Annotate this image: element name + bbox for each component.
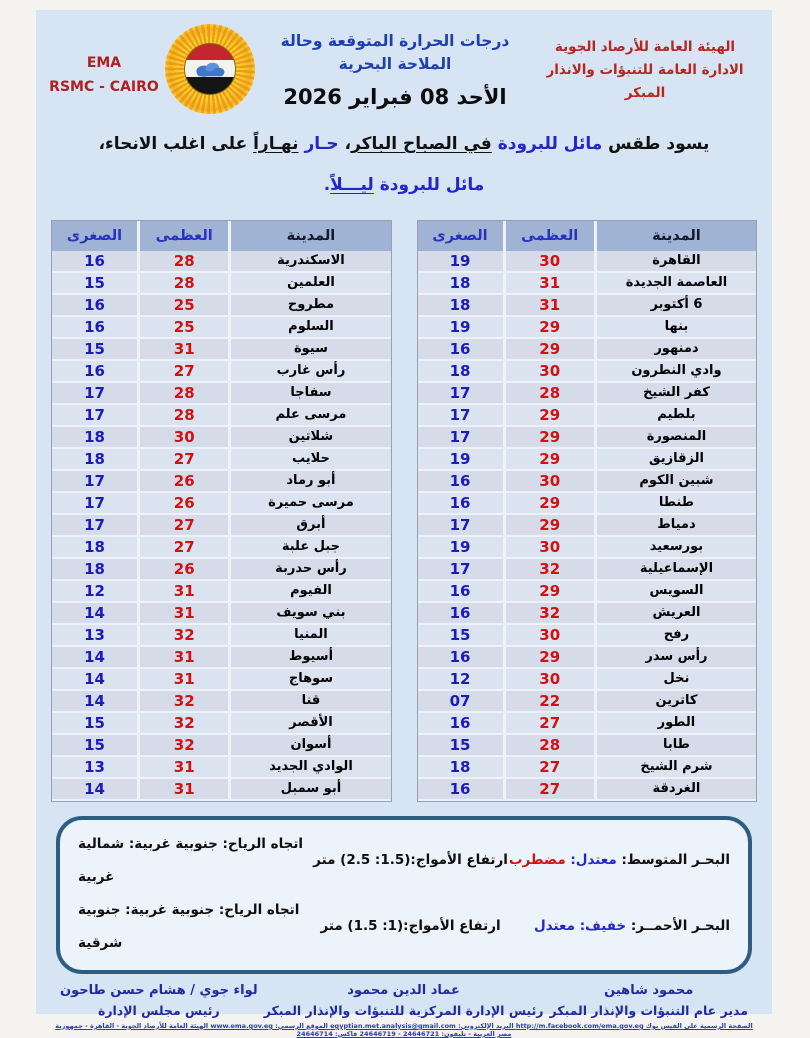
table-row — [52, 449, 391, 471]
min-temp-cell: 18 — [52, 449, 140, 471]
max-temp-cell: 31 — [140, 647, 231, 669]
city-cell: الأقصر — [231, 713, 390, 735]
max-temp-cell: 22 — [506, 691, 597, 713]
min-temp-cell: 15 — [52, 735, 140, 757]
weather-summary — [36, 124, 772, 206]
city-cell: الوادي الجديد — [231, 757, 390, 779]
signature-right — [550, 983, 748, 1018]
column-header-max: العظمى — [140, 221, 231, 251]
sea-state-value: معتدل: — [565, 852, 617, 869]
city-cell: سيوة — [231, 339, 390, 361]
min-temp-cell: 19 — [418, 537, 506, 559]
table-row — [418, 273, 757, 295]
summary-text: ليـــلاً — [330, 174, 374, 195]
max-temp-cell: 31 — [140, 757, 231, 779]
summary-text: في الصباح الباكر — [351, 134, 492, 154]
org-name-block — [526, 36, 764, 105]
city-cell: طابا — [597, 735, 756, 757]
min-temp-cell: 15 — [418, 625, 506, 647]
city-cell: بورسعيد — [597, 537, 756, 559]
max-temp-cell: 27 — [506, 757, 597, 779]
max-temp-cell: 27 — [140, 361, 231, 383]
min-temp-cell: 12 — [418, 669, 506, 691]
min-temp-cell: 16 — [52, 361, 140, 383]
max-temp-cell: 32 — [140, 691, 231, 713]
min-temp-cell: 16 — [418, 713, 506, 735]
city-cell: بلطيم — [597, 405, 756, 427]
min-temp-cell: 17 — [418, 515, 506, 537]
cloud-icon — [193, 61, 227, 78]
city-cell: كفر الشيخ — [597, 383, 756, 405]
wave-height: ارتفاع الأمواج:(1.5: 2.5) متر — [313, 852, 508, 869]
max-temp-cell: 31 — [140, 339, 231, 361]
table-row — [52, 471, 391, 493]
bulletin-date: الأحد 08 فبراير 2026 — [283, 84, 507, 109]
table-row — [52, 581, 391, 603]
min-temp-cell: 16 — [418, 779, 506, 801]
flag-emblem-icon — [184, 43, 236, 95]
city-cell: وادي النطرون — [597, 361, 756, 383]
table-row — [418, 427, 757, 449]
max-temp-cell: 30 — [506, 669, 597, 691]
sea-label: البحـر المتوسط: — [616, 852, 730, 869]
city-cell: المنصورة — [597, 427, 756, 449]
max-temp-cell: 30 — [506, 251, 597, 273]
table-row — [52, 625, 391, 647]
max-temp-cell: 32 — [506, 603, 597, 625]
max-temp-cell: 31 — [140, 669, 231, 691]
column-header-city: المدينة — [231, 221, 390, 251]
max-temp-cell: 26 — [140, 559, 231, 581]
sea-label: البحـر الأحمــر: — [626, 918, 730, 935]
max-temp-cell: 27 — [140, 537, 231, 559]
max-temp-cell: 29 — [506, 317, 597, 339]
min-temp-cell: 17 — [418, 383, 506, 405]
min-temp-cell: 15 — [52, 713, 140, 735]
max-temp-cell: 27 — [140, 515, 231, 537]
min-temp-cell: 19 — [418, 317, 506, 339]
table-row — [52, 691, 391, 713]
table-row — [52, 603, 391, 625]
city-cell: جبل علبة — [231, 537, 390, 559]
table-row — [52, 559, 391, 581]
min-temp-cell: 15 — [418, 735, 506, 757]
table-row — [52, 405, 391, 427]
city-cell: مطروح — [231, 295, 390, 317]
max-temp-cell: 26 — [140, 471, 231, 493]
table-row — [418, 757, 757, 779]
column-header-min: الصغرى — [52, 221, 140, 251]
table-row — [418, 339, 757, 361]
table-row — [52, 273, 391, 295]
signatory-name: محمود شاهين — [604, 982, 694, 998]
table-row — [418, 691, 757, 713]
org-line2: الادارة العامة للتنبؤات والانذار المبكر — [546, 61, 744, 101]
min-temp-cell: 14 — [52, 669, 140, 691]
column-header-city: المدينة — [597, 221, 756, 251]
min-temp-cell: 16 — [418, 339, 506, 361]
table-row — [52, 383, 391, 405]
table-row — [52, 647, 391, 669]
signature-center — [264, 983, 544, 1018]
max-temp-cell: 30 — [506, 625, 597, 647]
city-cell: رأس حدربة — [231, 559, 390, 581]
table-row — [418, 251, 757, 273]
title-block — [264, 24, 526, 109]
city-cell: الإسماعيلية — [597, 559, 756, 581]
city-cell: حلايب — [231, 449, 390, 471]
max-temp-cell: 32 — [140, 713, 231, 735]
max-temp-cell: 32 — [506, 559, 597, 581]
table-row — [418, 537, 757, 559]
table-row — [418, 603, 757, 625]
min-temp-cell: 17 — [418, 427, 506, 449]
summary-text: مائل للبرودة — [373, 174, 485, 195]
red-sea-row — [78, 894, 730, 960]
city-cell: السويس — [597, 581, 756, 603]
ema-sun-logo-icon — [165, 24, 255, 114]
sea-conditions-box — [56, 816, 752, 974]
ema-label — [49, 52, 159, 100]
table-header-row — [418, 221, 757, 251]
max-temp-cell: 30 — [140, 427, 231, 449]
max-temp-cell: 28 — [140, 251, 231, 273]
table-row — [52, 251, 391, 273]
max-temp-cell: 29 — [506, 515, 597, 537]
city-cell: أسوان — [231, 735, 390, 757]
min-temp-cell: 16 — [418, 581, 506, 603]
min-temp-cell: 07 — [418, 691, 506, 713]
city-cell: طنطا — [597, 493, 756, 515]
city-cell: رأس غارب — [231, 361, 390, 383]
max-temp-cell: 27 — [140, 449, 231, 471]
wind-direction: اتجاه الرياح: جنوبية غربية: شمالية غربية — [78, 835, 304, 885]
temps-table-right — [417, 220, 758, 802]
max-temp-cell: 28 — [140, 405, 231, 427]
table-row — [418, 735, 757, 757]
signatory-name: عماد الدين محمود — [347, 982, 460, 998]
signatory-title: رئيس مجلس الإدارة — [97, 1002, 220, 1018]
min-temp-cell: 18 — [52, 427, 140, 449]
header — [36, 10, 772, 114]
city-cell: مرسى علم — [231, 405, 390, 427]
city-cell: الغردقة — [597, 779, 756, 801]
city-cell: بني سويف — [231, 603, 390, 625]
min-temp-cell: 18 — [52, 559, 140, 581]
table-row — [418, 559, 757, 581]
max-temp-cell: 31 — [140, 779, 231, 801]
column-header-min: الصغرى — [418, 221, 506, 251]
summary-text: نهـاراً — [253, 134, 299, 154]
city-cell: رأس سدر — [597, 647, 756, 669]
max-temp-cell: 25 — [140, 317, 231, 339]
summary-line-2 — [36, 165, 772, 206]
max-temp-cell: 31 — [506, 273, 597, 295]
min-temp-cell: 13 — [52, 625, 140, 647]
min-temp-cell: 19 — [418, 449, 506, 471]
city-cell: السلوم — [231, 317, 390, 339]
max-temp-cell: 31 — [506, 295, 597, 317]
city-cell: دمنهور — [597, 339, 756, 361]
signatures — [36, 983, 772, 1018]
min-temp-cell: 15 — [52, 273, 140, 295]
table-row — [52, 427, 391, 449]
table-row — [418, 515, 757, 537]
table-row — [418, 295, 757, 317]
city-cell: أسيوط — [231, 647, 390, 669]
sea-state — [508, 910, 730, 943]
min-temp-cell: 14 — [52, 603, 140, 625]
min-temp-cell: 17 — [52, 515, 140, 537]
min-temp-cell: 14 — [52, 779, 140, 801]
max-temp-cell: 30 — [506, 471, 597, 493]
table-row — [52, 713, 391, 735]
city-cell: المنيا — [231, 625, 390, 647]
city-cell: دمياط — [597, 515, 756, 537]
ema-branding — [40, 24, 264, 114]
table-row — [418, 713, 757, 735]
city-cell: بنها — [597, 317, 756, 339]
sea-state-value: خفيف: — [575, 918, 627, 935]
table-row — [418, 317, 757, 339]
org-line1: الهيئة العامة للأرصاد الجوية — [554, 39, 736, 55]
city-cell: أبو رماد — [231, 471, 390, 493]
city-cell: شبين الكوم — [597, 471, 756, 493]
table-row — [418, 581, 757, 603]
min-temp-cell: 14 — [52, 691, 140, 713]
min-temp-cell: 16 — [52, 317, 140, 339]
city-cell: كاترين — [597, 691, 756, 713]
max-temp-cell: 31 — [140, 581, 231, 603]
min-temp-cell: 17 — [418, 559, 506, 581]
table-row — [418, 647, 757, 669]
min-temp-cell: 14 — [52, 647, 140, 669]
city-cell: العلمين — [231, 273, 390, 295]
city-cell: شرم الشيخ — [597, 757, 756, 779]
min-temp-cell: 16 — [418, 647, 506, 669]
sea-state — [508, 844, 730, 877]
temperature-tables — [36, 220, 772, 802]
city-cell: شلاتين — [231, 427, 390, 449]
min-temp-cell: 16 — [52, 295, 140, 317]
max-temp-cell: 28 — [140, 383, 231, 405]
table-row — [418, 383, 757, 405]
signatory-name: لواء جوي / هشام حسن طاحون — [60, 982, 258, 998]
table-row — [418, 361, 757, 383]
table-row — [418, 405, 757, 427]
table-row — [418, 669, 757, 691]
max-temp-cell: 26 — [140, 493, 231, 515]
table-row — [52, 669, 391, 691]
max-temp-cell: 25 — [140, 295, 231, 317]
table-row — [418, 471, 757, 493]
city-cell: أبو سمبل — [231, 779, 390, 801]
table-row — [418, 493, 757, 515]
bulletin-title: درجات الحرارة المتوقعة وحالة الملاحة البحرية — [280, 32, 510, 74]
table-row — [418, 625, 757, 647]
summary-text: مائل للبرودة — [491, 134, 603, 154]
summary-line-1 — [36, 124, 772, 165]
max-temp-cell: 32 — [140, 735, 231, 757]
table-row — [52, 295, 391, 317]
max-temp-cell: 29 — [506, 405, 597, 427]
contact-info-line: الصفحة الرسمية على الفيس بوك http://m.facebook.com/ema.gov.eg البريد الإلكتروني: egyptian.met.analysis@gmail.com الموقع الرسمي: www.ema.gov.eg الهيئة العامة للأرصاد الجوية - القاهرة - جمهورية مصر العربية - تليفون: 24646721 - 24646719 فاكس: 24646714 — [55, 1021, 753, 1038]
sea-state-value: مضطرب — [508, 852, 566, 869]
max-temp-cell: 27 — [506, 779, 597, 801]
min-temp-cell: 16 — [52, 251, 140, 273]
city-cell: 6 أكتوبر — [597, 295, 756, 317]
min-temp-cell: 18 — [52, 537, 140, 559]
max-temp-cell: 31 — [140, 603, 231, 625]
city-cell: أبرق — [231, 515, 390, 537]
temps-table-left — [51, 220, 392, 802]
city-cell: نخل — [597, 669, 756, 691]
mediterranean-row — [78, 828, 730, 894]
min-temp-cell: 18 — [418, 273, 506, 295]
max-temp-cell: 32 — [140, 625, 231, 647]
max-temp-cell: 29 — [506, 493, 597, 515]
sea-state-value: معتدل — [534, 918, 576, 935]
table-row — [52, 757, 391, 779]
ema-abbr: EMA — [86, 55, 122, 72]
max-temp-cell: 29 — [506, 449, 597, 471]
table-row — [52, 493, 391, 515]
signatory-title: رئيس الإدارة المركزية للتنبؤات والإنذار المبكر — [263, 1002, 544, 1018]
table-row — [52, 537, 391, 559]
table-row — [418, 779, 757, 801]
table-row — [52, 339, 391, 361]
max-temp-cell: 28 — [506, 383, 597, 405]
summary-text: يسود طقس — [602, 134, 710, 154]
max-temp-cell: 28 — [506, 735, 597, 757]
min-temp-cell: 17 — [418, 405, 506, 427]
max-temp-cell: 28 — [140, 273, 231, 295]
table-row — [52, 735, 391, 757]
min-temp-cell: 17 — [52, 405, 140, 427]
signature-left — [60, 983, 258, 1018]
table-row — [52, 515, 391, 537]
min-temp-cell: 16 — [418, 603, 506, 625]
city-cell: مرسى حميرة — [231, 493, 390, 515]
summary-text: . — [323, 174, 331, 195]
column-header-max: العظمى — [506, 221, 597, 251]
max-temp-cell: 30 — [506, 361, 597, 383]
table-row — [418, 449, 757, 471]
summary-text: حـار — [298, 134, 339, 154]
city-cell: الاسكندرية — [231, 251, 390, 273]
min-temp-cell: 17 — [52, 383, 140, 405]
city-cell: سفاجا — [231, 383, 390, 405]
max-temp-cell: 27 — [506, 713, 597, 735]
max-temp-cell: 29 — [506, 427, 597, 449]
table-row — [52, 317, 391, 339]
city-cell: الزقازيق — [597, 449, 756, 471]
rsmc-label: RSMC - CAIRO — [49, 79, 159, 95]
signatory-title: مدير عام التنبؤات والإنذار المبكر — [549, 1002, 748, 1018]
city-cell: سوهاج — [231, 669, 390, 691]
max-temp-cell: 29 — [506, 581, 597, 603]
min-temp-cell: 18 — [418, 757, 506, 779]
min-temp-cell: 18 — [418, 361, 506, 383]
summary-text: ، — [338, 134, 352, 154]
table-row — [52, 779, 391, 801]
city-cell: رفح — [597, 625, 756, 647]
min-temp-cell: 16 — [418, 471, 506, 493]
max-temp-cell: 29 — [506, 647, 597, 669]
min-temp-cell: 18 — [418, 295, 506, 317]
table-header-row — [52, 221, 391, 251]
wind-direction: اتجاه الرياح: جنوبية غربية: جنوبية شرقية — [78, 901, 300, 951]
max-temp-cell: 29 — [506, 339, 597, 361]
table-row — [52, 361, 391, 383]
summary-text: على اغلب الانحاء، — [98, 134, 254, 154]
city-cell: القاهرة — [597, 251, 756, 273]
min-temp-cell: 17 — [52, 471, 140, 493]
max-temp-cell: 30 — [506, 537, 597, 559]
city-cell: الطور — [597, 713, 756, 735]
city-cell: العاصمة الجديدة — [597, 273, 756, 295]
min-temp-cell: 19 — [418, 251, 506, 273]
min-temp-cell: 12 — [52, 581, 140, 603]
bulletin-panel — [36, 10, 772, 1038]
min-temp-cell: 13 — [52, 757, 140, 779]
wave-height: ارتفاع الأمواج:(1: 1.5) متر — [320, 918, 501, 935]
min-temp-cell: 17 — [52, 493, 140, 515]
city-cell: الفيوم — [231, 581, 390, 603]
city-cell: قنا — [231, 691, 390, 713]
city-cell: العريش — [597, 603, 756, 625]
min-temp-cell: 16 — [418, 493, 506, 515]
min-temp-cell: 15 — [52, 339, 140, 361]
